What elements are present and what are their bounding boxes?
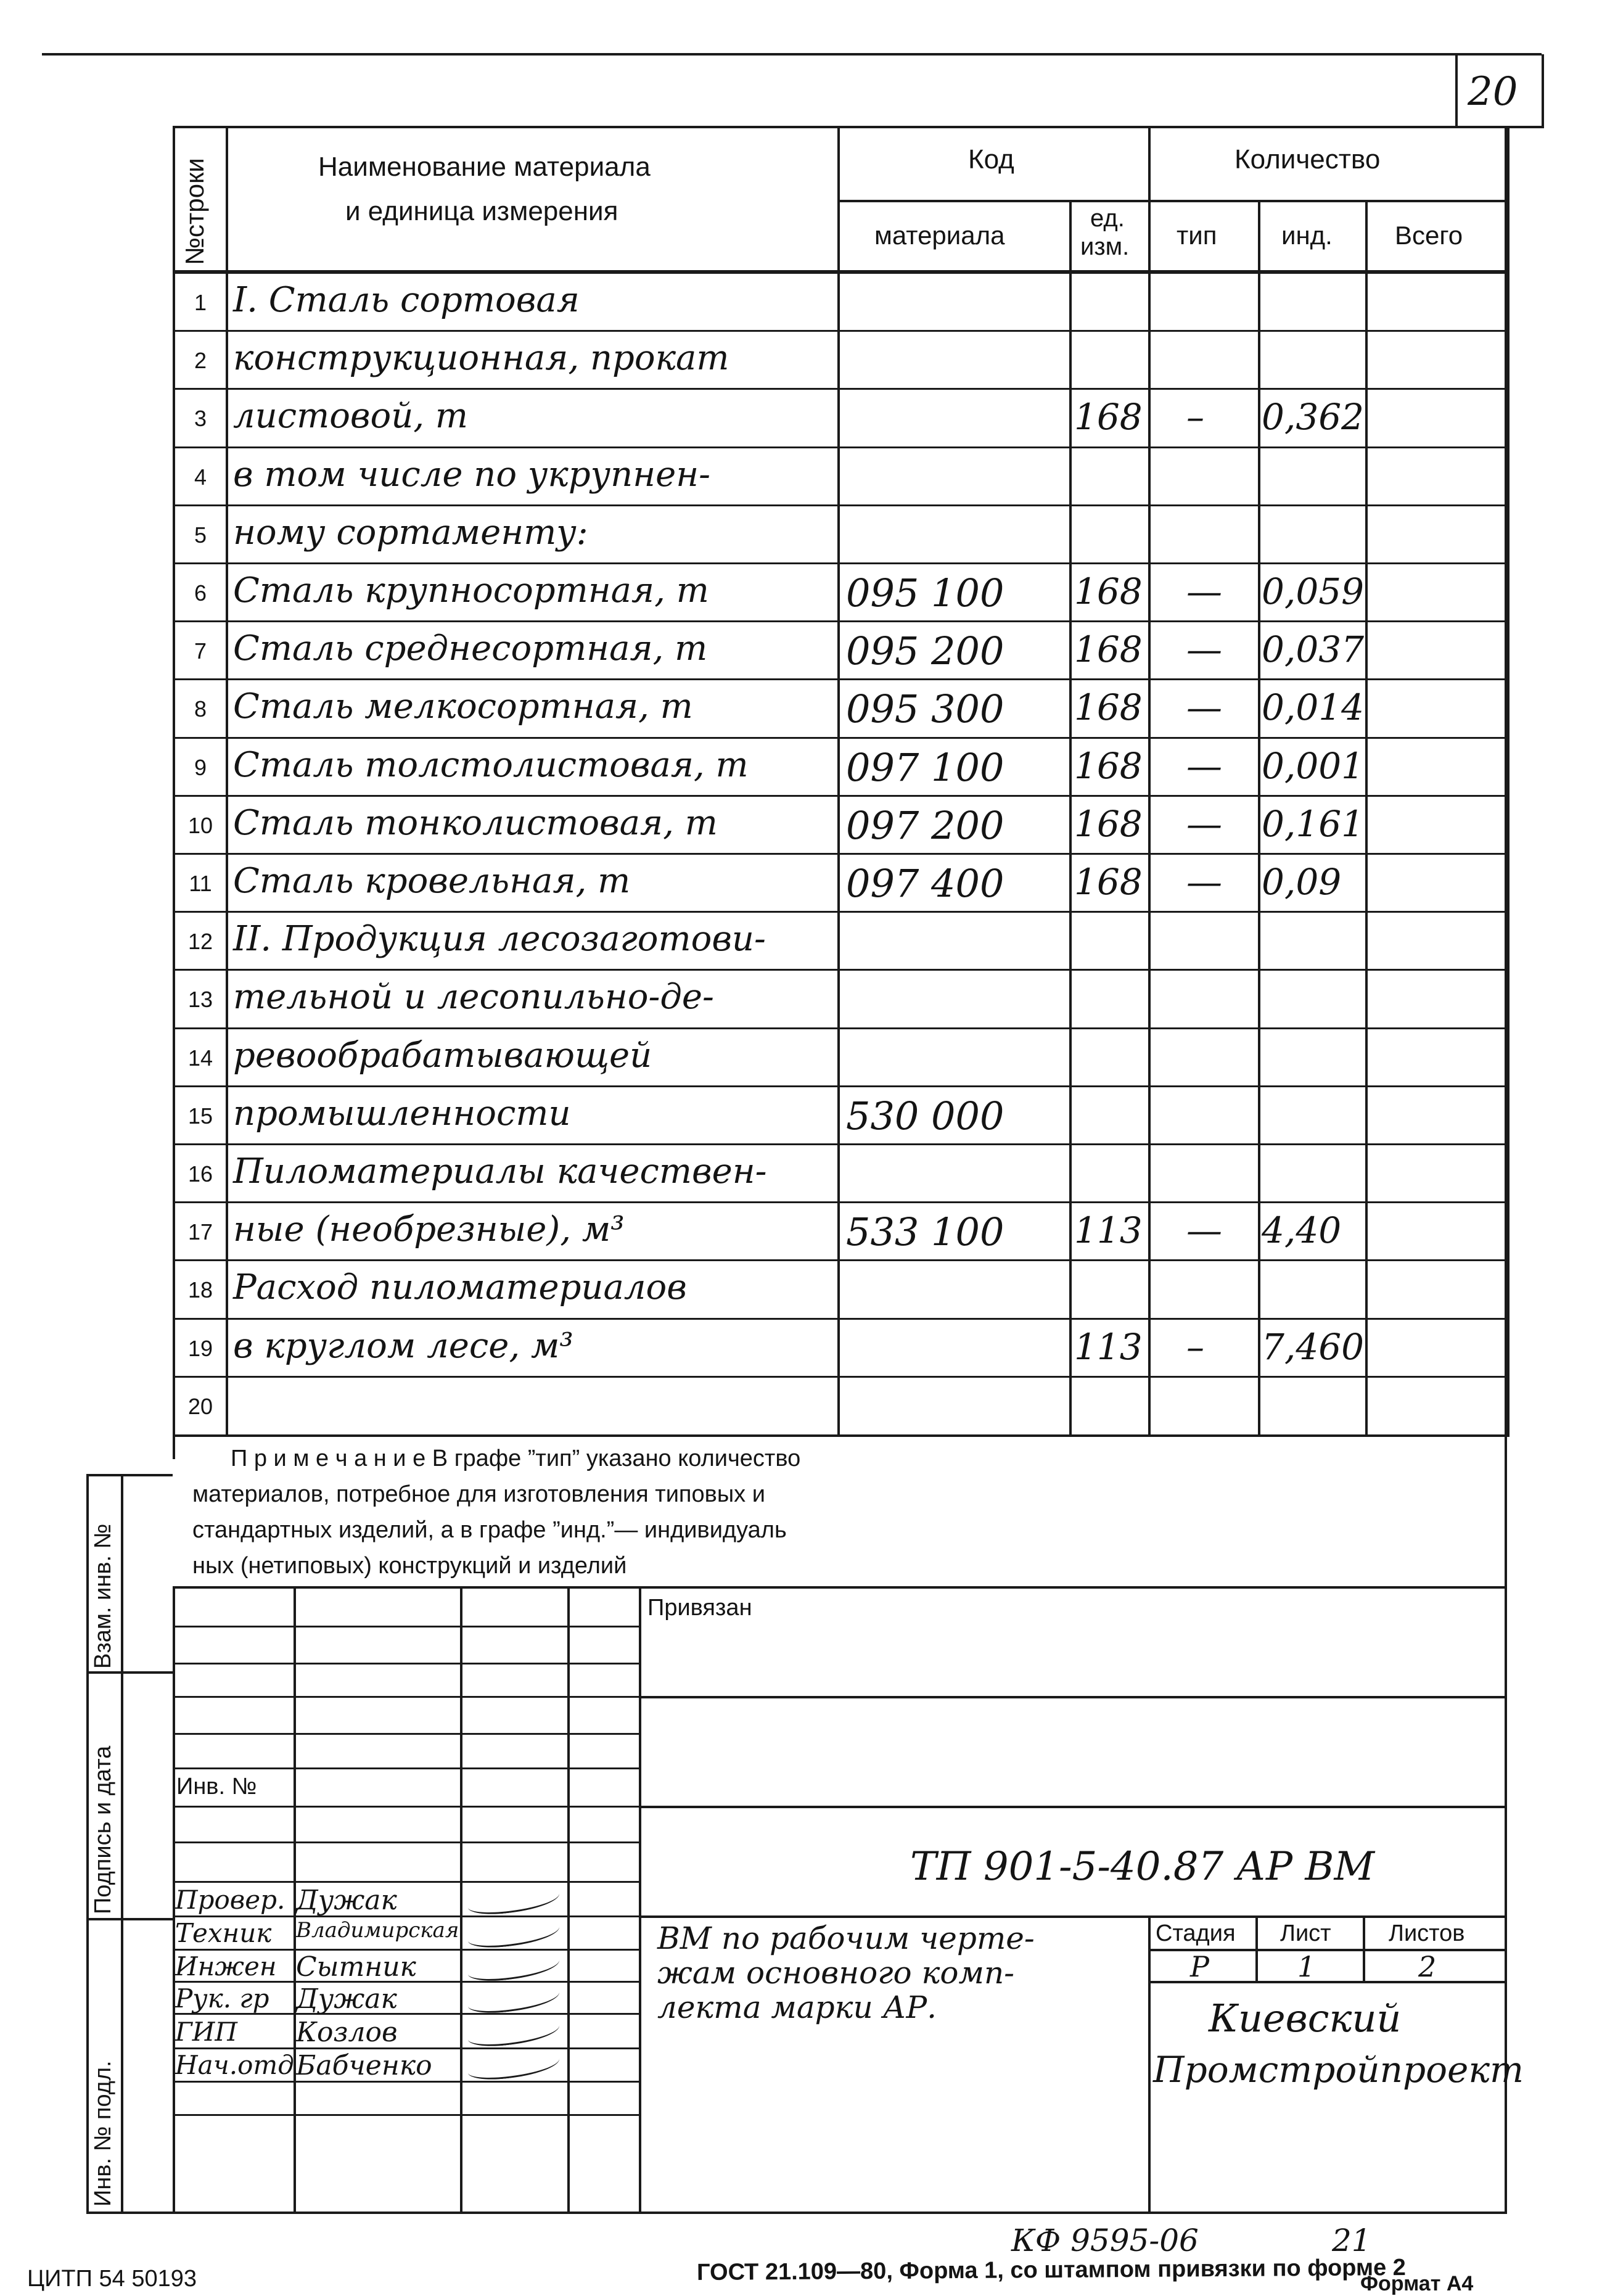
material-code: 533 100 (846, 1209, 1004, 1254)
header-code-unit-2: изм. (1080, 233, 1130, 260)
qty-ind: 0,161 (1262, 803, 1365, 845)
material-name: Сталь мелкосортная, т (233, 686, 693, 726)
row-number: 7 (194, 638, 207, 664)
material-name: Сталь толстолистовая, т (233, 745, 749, 785)
org-line-1: Киевский (1209, 1996, 1402, 2041)
material-name: в том числе по укрупнен- (233, 455, 711, 495)
material-name: ные (необрезные), м³ (233, 1209, 625, 1249)
qty-type: — (1186, 861, 1222, 903)
signature-name: Дужак (296, 1983, 397, 2015)
row-number: 11 (189, 871, 212, 896)
material-name: ревообрабатывающей (233, 1035, 652, 1076)
sheet-value: 1 (1297, 1950, 1316, 1983)
header-q-ind: инд. (1281, 221, 1333, 250)
header-code-unit-1: ед. (1090, 205, 1125, 232)
signature-role: Техник (175, 1918, 272, 1948)
unit-code: 113 (1074, 1209, 1143, 1251)
side-label-inv-podl: Инв. № подл. (90, 2060, 116, 2207)
signature-role: Рук. гр (175, 1983, 269, 2014)
row-number: 1 (194, 290, 207, 315)
qty-ind: 0,059 (1262, 570, 1365, 612)
signature-scribble (466, 2049, 561, 2082)
doc-num: 21 (1332, 2223, 1371, 2258)
material-code: 530 000 (846, 1093, 1004, 1138)
stage-label: Стадия (1156, 1920, 1236, 1946)
row-number: 14 (187, 1045, 213, 1071)
signature-role: Нач.отд (175, 2050, 294, 2080)
row-number: 2 (194, 348, 207, 373)
header-row-no: №строки (180, 158, 209, 265)
row-number: 16 (187, 1161, 213, 1187)
side-label-vzam: Взам. инв. № (90, 1523, 116, 1669)
signature-scribble (466, 1950, 561, 1983)
row-number: 19 (187, 1336, 213, 1361)
signature-name: Владимирская (296, 1918, 459, 1943)
material-name: ному сортаменту: (233, 512, 588, 553)
qty-type: — (1186, 1209, 1222, 1251)
footer-right: ГОСТ 21.109—80, Форма 1, со штампом привязки по форме 2 (696, 2254, 1406, 2286)
signature-name: Бабченко (296, 2050, 432, 2081)
material-code: 095 200 (846, 628, 1004, 673)
signature-role: Инжен (175, 1951, 277, 1981)
header-q-type: тип (1177, 221, 1217, 250)
qty-ind: 4,40 (1262, 1209, 1342, 1251)
row-number: 12 (187, 929, 213, 954)
sheet-label: Лист (1280, 1920, 1331, 1946)
signature-name: Дужак (296, 1885, 397, 1916)
title-line-1: ВМ по рабочим черте- (657, 1920, 1035, 1956)
row-number: 17 (187, 1219, 213, 1245)
material-name: листовой, т (233, 396, 468, 436)
row-number: 15 (187, 1103, 213, 1129)
qty-type: – (1186, 1326, 1204, 1368)
material-name: Сталь тонколистовая, т (233, 803, 718, 843)
material-name: Сталь среднесортная, т (233, 628, 708, 669)
material-name: I. Сталь сортовая (233, 280, 580, 320)
material-code: 095 300 (846, 686, 1004, 731)
material-name: Сталь кровельная, т (233, 861, 631, 901)
note-line-1: П р и м е ч а н и е В графе ”тип” указано количество (231, 1446, 801, 1471)
row-number: 5 (194, 522, 207, 548)
material-name: промышленности (233, 1093, 571, 1134)
signature-scribble (466, 1883, 561, 1917)
format-label: Формат А4 (1360, 2272, 1474, 2295)
side-label-podpis: Подпись и дата (90, 1745, 116, 1914)
signature-scribble (466, 1982, 561, 2015)
unit-code: 113 (1074, 1326, 1143, 1368)
title-line-3: лекта марки АР. (657, 1989, 937, 2025)
header-code: Код (968, 144, 1014, 175)
qty-ind: 0,014 (1262, 686, 1365, 728)
signature-role: ГИП (175, 2017, 238, 2047)
row-number: 13 (187, 987, 213, 1012)
doc-code: КФ 9595-06 (1011, 2223, 1199, 2258)
row-number: 3 (194, 406, 207, 431)
unit-code: 168 (1074, 628, 1143, 670)
material-name: Расход пиломатериалов (233, 1267, 687, 1307)
row-number: 6 (194, 580, 207, 606)
note-line-2: материалов, потребное для изготовления типовых и (192, 1481, 765, 1507)
header-name-line2: и единица измерения (345, 196, 618, 226)
header-q-total: Всего (1395, 221, 1463, 250)
title-line-2: жам основного комп- (657, 1955, 1015, 1991)
privyazan-label: Привязан (647, 1595, 752, 1621)
qty-ind: 0,09 (1262, 861, 1342, 903)
signature-role: Провер. (175, 1885, 285, 1915)
signature-scribble (466, 1917, 561, 1950)
qty-type: — (1186, 745, 1222, 787)
header-quantity: Количество (1234, 144, 1381, 175)
row-number: 10 (187, 813, 213, 838)
stage-value: Р (1190, 1950, 1209, 1983)
row-number: 9 (194, 755, 207, 780)
row-number: 4 (194, 464, 207, 490)
unit-code: 168 (1074, 570, 1143, 612)
qty-ind: 0,362 (1262, 396, 1365, 438)
signature-scribble (466, 2015, 561, 2049)
qty-type: — (1186, 686, 1222, 728)
qty-type: — (1186, 803, 1222, 845)
material-code: 097 400 (846, 861, 1004, 906)
qty-ind: 0,037 (1262, 628, 1365, 670)
material-code: 095 100 (846, 570, 1004, 615)
sheets-value: 2 (1418, 1950, 1437, 1983)
designation: ТП 901-5-40.87 АР ВМ (910, 1844, 1374, 1890)
qty-type: — (1186, 628, 1222, 670)
material-name: тельной и лесопильно-де- (233, 977, 714, 1017)
qty-ind: 7,460 (1262, 1326, 1365, 1368)
row-number: 18 (187, 1277, 213, 1302)
header-code-material: материала (874, 221, 1005, 250)
footer-left: ЦИТП 54 50193 (27, 2266, 197, 2292)
note-line-3: стандартных изделий, а в графе ”инд.”— индивидуаль (192, 1517, 787, 1543)
header-name-line1: Наименование материала (318, 152, 651, 182)
qty-type: — (1186, 570, 1222, 612)
qty-type: – (1186, 396, 1204, 438)
material-name: Сталь крупносортная, т (233, 570, 709, 611)
unit-code: 168 (1074, 686, 1143, 728)
unit-code: 168 (1074, 861, 1143, 903)
signature-name: Сытник (296, 1951, 416, 1983)
unit-code: 168 (1074, 396, 1143, 438)
material-name: II. Продукция лесозаготови- (233, 919, 766, 959)
material-name: в круглом лесе, м³ (233, 1326, 573, 1366)
row-number: 20 (187, 1394, 213, 1419)
material-code: 097 200 (846, 803, 1004, 848)
qty-ind: 0,001 (1262, 745, 1365, 787)
material-name: конструкционная, прокат (233, 338, 729, 378)
unit-code: 168 (1074, 803, 1143, 845)
top-rule (42, 53, 1542, 56)
material-code: 097 100 (846, 745, 1004, 790)
signature-name: Козлов (296, 2017, 398, 2048)
note-line-4: ных (нетиповых) конструкций и изделий (192, 1553, 627, 1579)
row-number: 8 (194, 696, 207, 722)
unit-code: 168 (1074, 745, 1143, 787)
sheets-label: Листов (1389, 1920, 1465, 1946)
material-name: Пиломатериалы качествен- (233, 1151, 767, 1191)
org-line-2: Промстройпроект (1153, 2049, 1524, 2091)
inv-no-label: Инв. № (176, 1774, 257, 1800)
page-number: 20 (1468, 69, 1518, 115)
